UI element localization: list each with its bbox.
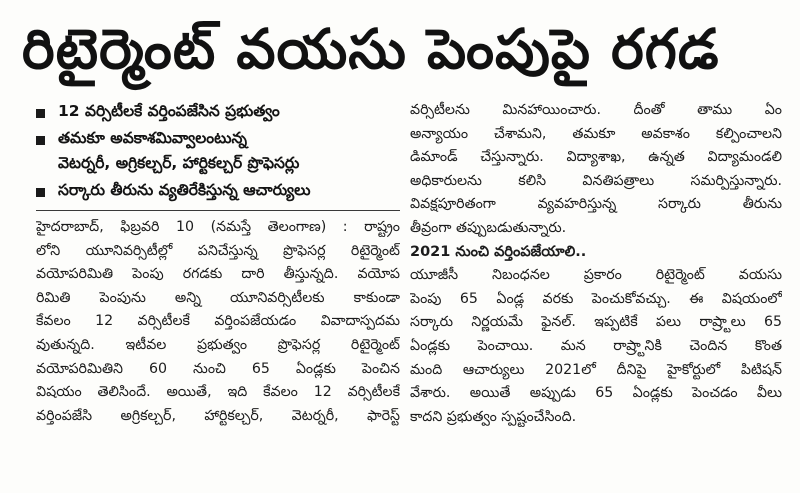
body-line: ఏండ్లకు పెంచాయి. మన రాష్ర్టానికి చెందిన కొంత xyxy=(410,337,782,354)
body-line: విషయం తెలిసిందే. అయితే, ఇది కేవలం 12 వర్సిటీలకే xyxy=(36,384,400,401)
body-line: పెంపు 65 ఏండ్ల వరకు పెంచుకోవచ్చు. ఈ విషయంలో xyxy=(410,290,782,307)
body-line: వుతున్నది. ఇటీవల ప్రభుత్వం ప్రొఫెసర్ల రిటైర్మెంట్ xyxy=(36,336,400,353)
subheadline-text: వెటర్నరీ, అగ్రికల్చర్, హార్టికల్చర్ ప్రొఫెసర్లు xyxy=(58,154,300,172)
subheadline xyxy=(36,99,400,124)
body-line: వర్తింపజేసి అగ్రికల్చర్, హార్టికల్చర్, వెటర్నరీ, ఫారెస్ట్ xyxy=(36,407,400,424)
right-body-text-2 xyxy=(410,264,782,429)
body-line: అధికారులను కలిసి వినతిపత్రాలు సమర్పిస్తున్నారు. xyxy=(410,172,782,189)
body-line: అన్యాయం చేశామని, తమకూ అవకాశం కల్పించాలని xyxy=(410,125,782,142)
subheadline xyxy=(36,178,400,203)
subheadline-list xyxy=(36,99,400,203)
body-line: మంది ఆచార్యులు 2021లో దీనిపై హైకోర్టులో పిటిషన్ xyxy=(410,361,782,378)
body-line: వర్సిటీలను మినహాయించారు. దీంతో తాము ఏం xyxy=(410,102,782,118)
square-bullet-icon xyxy=(36,109,45,118)
subheadline xyxy=(36,126,400,176)
body-line: డిమాండ్ చేస్తున్నారు. విద్యాశాఖ, ఉన్నత విద్యామండలి xyxy=(410,149,782,166)
body-line: యూజీసీ నిబంధనల ప్రకారం రిటైర్మెంట్ వయసు xyxy=(410,267,782,284)
right-column xyxy=(410,99,782,429)
section-heading: 2021 నుంచి వర్తింపజేయాలి.. xyxy=(410,243,587,260)
subheadline-text: సర్కారు తీరును వ్యతిరేకిస్తున్న ఆచార్యులు xyxy=(58,181,311,199)
section-divider xyxy=(36,210,400,211)
right-body-text xyxy=(410,99,782,241)
body-line: సర్కారు నిర్ణయమే ఫైనల్. ఇప్పటికే పలు రాష్ర్టాలు 65 xyxy=(410,314,782,331)
left-body-text xyxy=(36,216,400,428)
subheadline-text: 12 వర్సిటీలకే వర్తింపజేసిన ప్రభుత్వం xyxy=(58,102,280,120)
body-line: కేవలం 12 వర్సిటీలకే వర్తింపజేయడం వివాదాస్పదమ xyxy=(36,313,400,330)
subheadline-text: తమకూ అవకాశమివ్వాలంటున్న xyxy=(58,129,247,147)
body-line: తీవ్రంగా తప్పుబడుతున్నారు. xyxy=(410,219,567,236)
body-line: వయోపరిమితిని 60 నుంచి 65 ఏండ్లకు పెంచిన xyxy=(36,360,400,377)
body-line: లోని యూనివర్సిటీల్లో పనిచేస్తున్న ప్రొఫెసర్ల రిటైర్మెంట్ xyxy=(36,242,400,259)
body-line: రిమితి పెంపును అన్ని యూనివర్సిటీలకు కాకుండా xyxy=(36,289,400,306)
square-bullet-icon xyxy=(36,188,45,197)
body-line: వయోపరిమితి పెంపు రగడకు దారి తీస్తున్నది. వయోప xyxy=(36,266,400,283)
left-column xyxy=(36,99,400,428)
body-line: హైదరాబాద్, ఫిబ్రవరి 10 (నమస్తే తెలంగాణ) : రాష్ట్రం xyxy=(36,219,400,235)
square-bullet-icon xyxy=(36,136,45,145)
body-line: వేశారు. అయితే అప్పుడు 65 ఏండ్లకు పెంచడం వీలు xyxy=(410,385,782,402)
body-line: కాదని ప్రభుత్వం స్పష్టంచేసింది. xyxy=(410,408,577,425)
headline: రిటైర్మెంట్ వయసు పెంపుపై రగడ xyxy=(22,17,720,81)
body-line: వివక్షపూరితంగా వ్యవహరిస్తున్న సర్కారు తీరును xyxy=(410,196,782,213)
